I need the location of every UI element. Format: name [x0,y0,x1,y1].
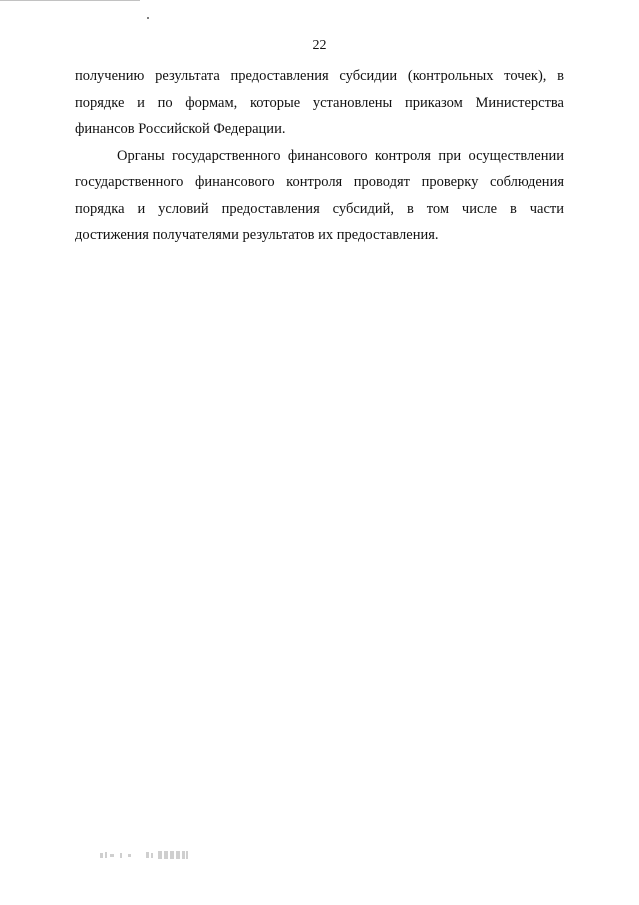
text-line: государственного финансового контроля проводят проверку соблюдения [75,174,564,190]
scan-edge-mark [0,0,140,4]
text-line: финансов Российской Федерации. [75,121,286,137]
text-line: Органы государственного финансового контроля при осуществлении [117,147,564,164]
faint-stamp-graphic [98,845,218,865]
faint-scan-stamp [98,845,218,868]
paragraph-1 [75,63,564,143]
paragraph-2 [75,143,564,249]
text-line: получению результата предоставления субсидии (контрольных точек), в [75,68,564,84]
scan-dust-dot [147,17,149,19]
text-line: порядке и по формам, которые установлены приказом Министерства [75,94,564,111]
page-number: 22 [312,38,327,53]
text-line: достижения получателями результатов их предоставления. [75,227,439,243]
document-body [75,63,564,249]
text-line: порядка и условий предоставления субсидий, в том числе в части [75,200,564,217]
